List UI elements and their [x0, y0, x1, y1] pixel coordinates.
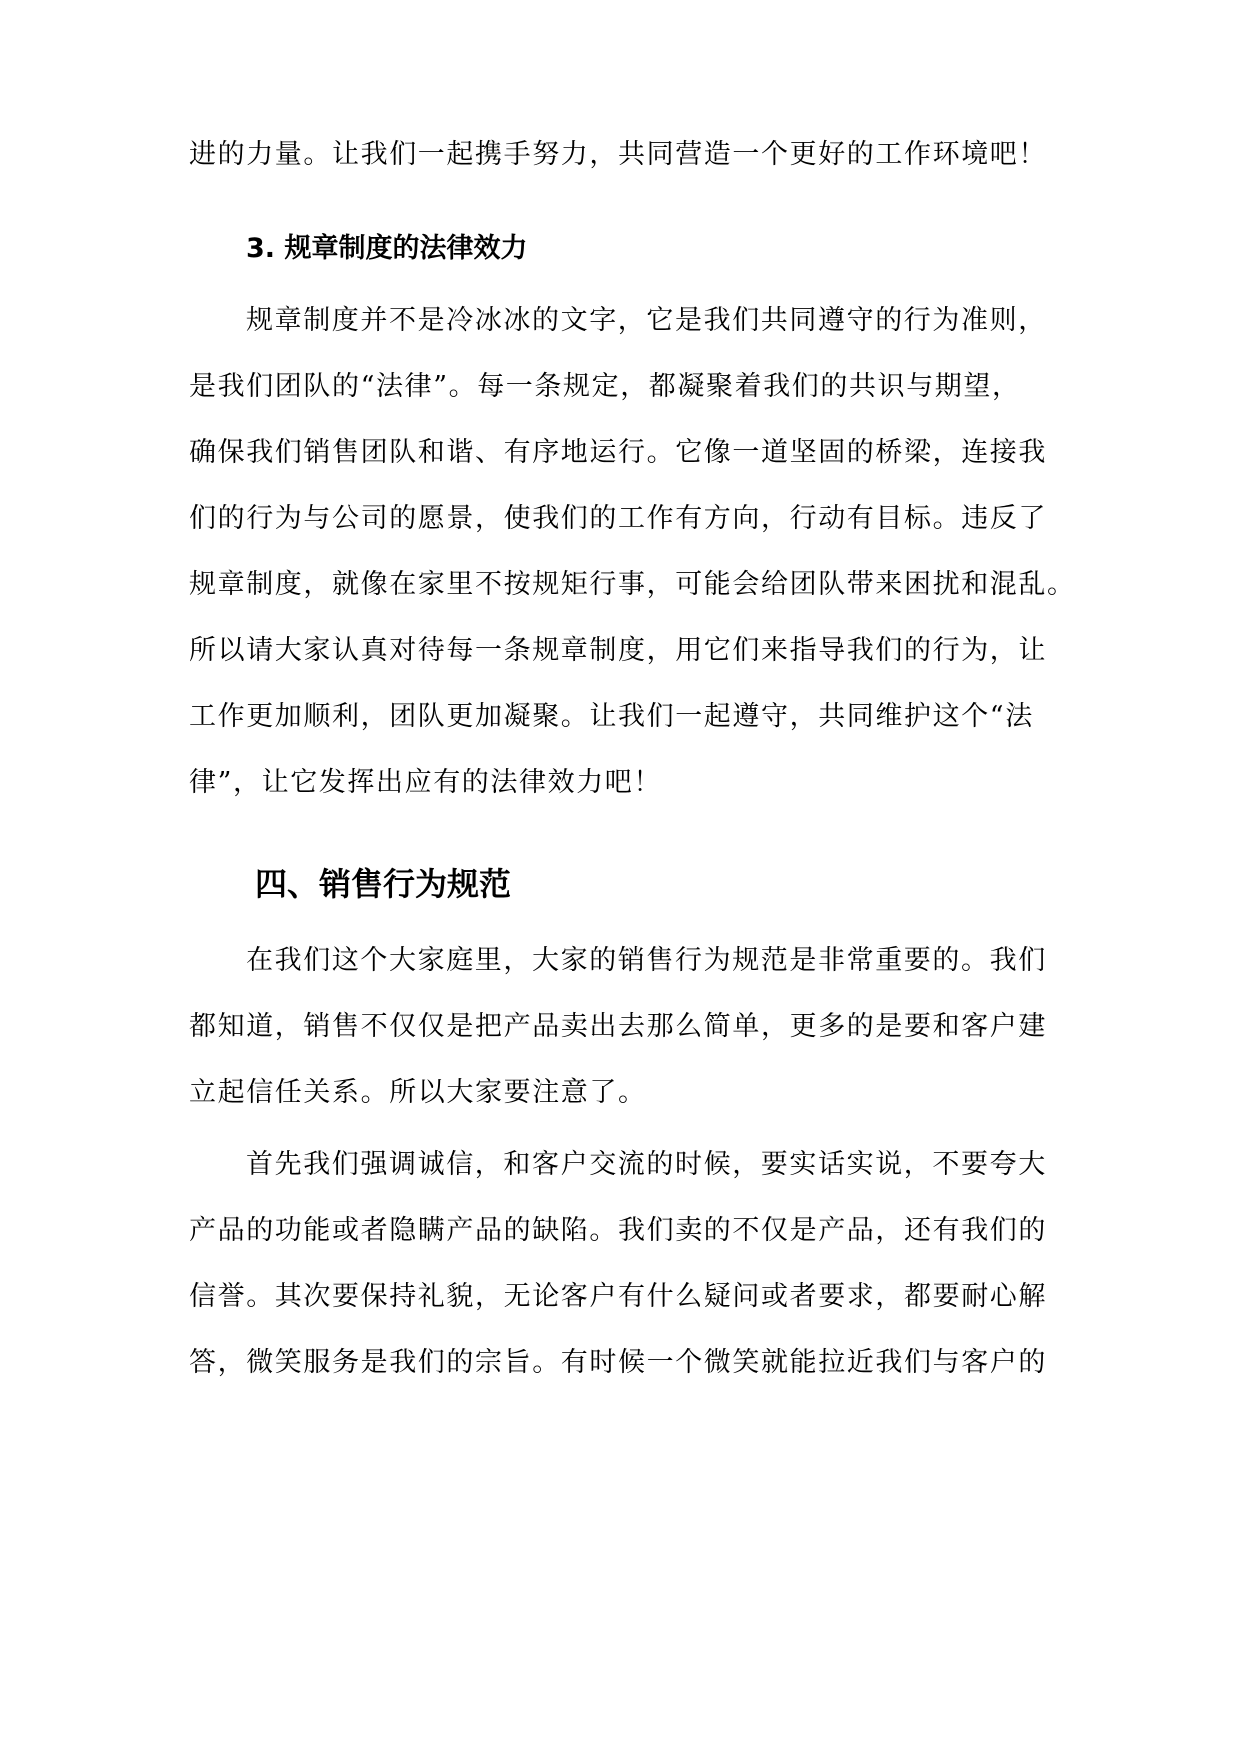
- paragraph-line: 答，微笑服务是我们的宗旨。有时候一个微笑就能拉近我们与客户的: [189, 1347, 1047, 1378]
- paragraph-line: 信誉。其次要保持礼貌，无论客户有什么疑问或者要求，都要耐心解: [189, 1281, 1047, 1312]
- paragraph-line: 所以请大家认真对待每一条规章制度，用它们来指导我们的行为，让: [189, 635, 1047, 666]
- section-heading: 3. 规章制度的法律效力: [246, 233, 528, 264]
- paragraph-line: 确保我们销售团队和谐、有序地运行。它像一道坚固的桥梁，连接我: [189, 437, 1047, 468]
- paragraph-line: 律”，让它发挥出应有的法律效力吧！: [189, 767, 663, 798]
- paragraph-line: 规章制度并不是冷冰冰的文字，它是我们共同遵守的行为准则，: [246, 305, 1047, 336]
- paragraph-line: 工作更加顺利，团队更加凝聚。让我们一起遵守，共同维护这个“法: [189, 701, 1034, 732]
- chapter-heading: 四、销售行为规范: [255, 865, 512, 903]
- paragraph-line: 都知道，销售不仅仅是把产品卖出去那么简单，更多的是要和客户建: [189, 1011, 1047, 1042]
- paragraph-line: 首先我们强调诚信，和客户交流的时候，要实话实说，不要夸大: [246, 1149, 1047, 1180]
- paragraph-line: 是我们团队的“法律”。每一条规定，都凝聚着我们的共识与期望，: [189, 371, 1021, 402]
- paragraph-line: 进的力量。让我们一起携手努力，共同营造一个更好的工作环境吧！: [189, 139, 1047, 170]
- paragraph-line: 们的行为与公司的愿景，使我们的工作有方向，行动有目标。违反了: [189, 503, 1047, 534]
- paragraph-line: 规章制度，就像在家里不按规矩行事，可能会给团队带来困扰和混乱。: [189, 569, 1076, 600]
- paragraph-line: 在我们这个大家庭里，大家的销售行为规范是非常重要的。我们: [246, 945, 1047, 976]
- paragraph-line: 立起信任关系。所以大家要注意了。: [189, 1077, 647, 1108]
- paragraph-line: 产品的功能或者隐瞒产品的缺陷。我们卖的不仅是产品，还有我们的: [189, 1215, 1047, 1246]
